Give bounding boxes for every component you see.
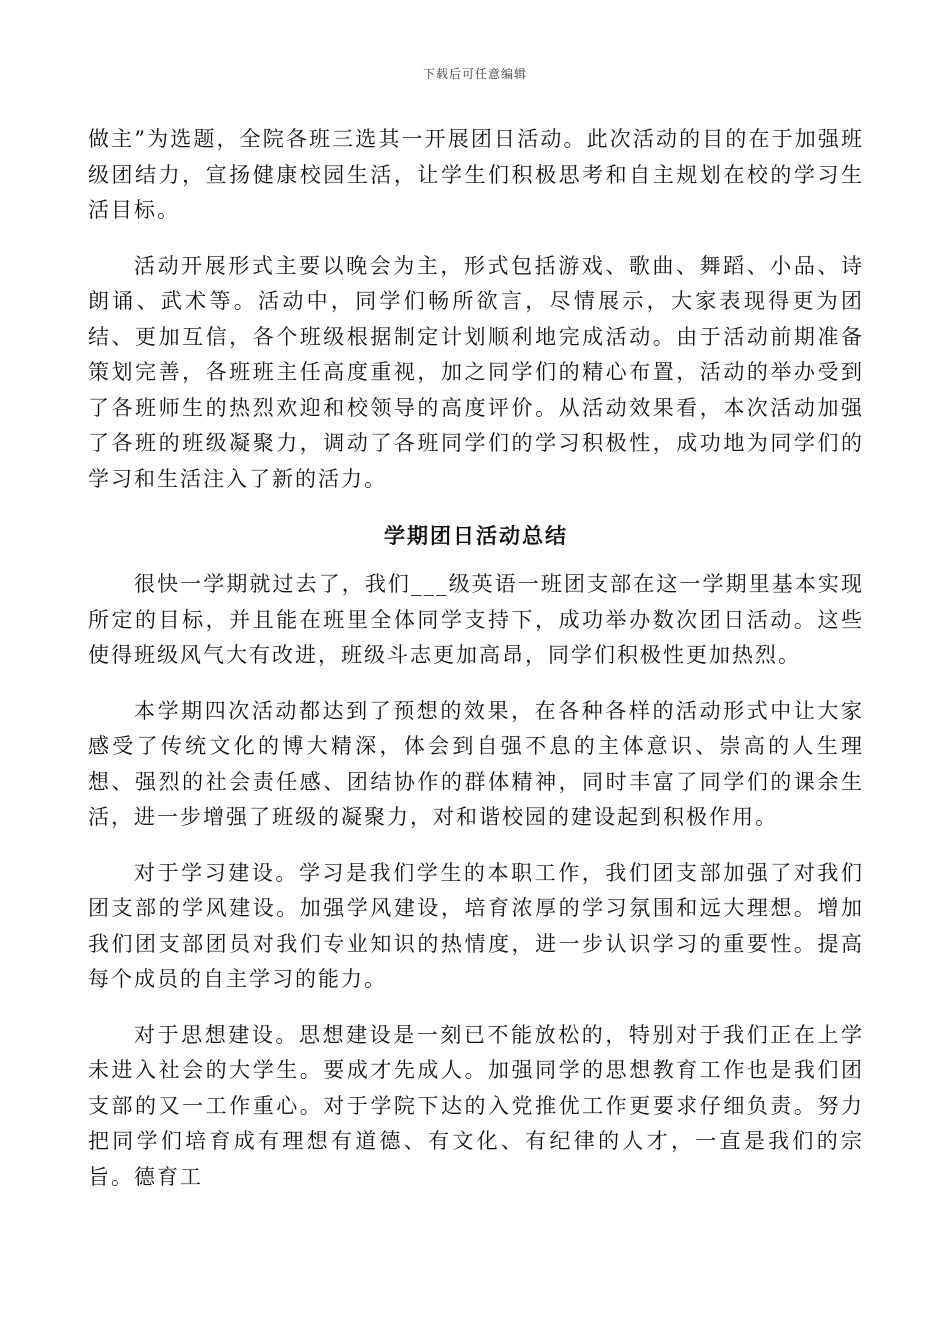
paragraph-gap — [88, 674, 864, 694]
paragraph-activity-format: 活动开展形式主要以晚会为主，形式包括游戏、歌曲、舞蹈、小品、诗朗诵、武术等。活动中，同学们畅所欲言，尽情展示，大家表现得更为团结、更加互信，各个班级根据制定计划顺利地完成活动。由于活动前期准备策划完善，各班班主任高度重视，加之同学们的精心布置，活动的举办受到了各班师生的热烈欢迎和校领导的高度评价。从活动效果看，本次活动加强了各班的班级凝聚力，调动了各班同学们的学习积极性，成功地为同学们的学习和生活注入了新的活力。 — [88, 253, 864, 491]
paragraph-semester-intro: 很快一学期就过去了，我们___级英语一班团支部在这一学期里基本实现所定的目标，并且能在班里全体同学支持下，成功举办数次团日活动。这些使得班级风气大有改进，班级斗志更加高昂，同学们积极性更加热烈。 — [88, 572, 864, 667]
paragraph-gap — [88, 836, 864, 856]
paragraph-study-building: 对于学习建设。学习是我们学生的本职工作，我们团支部加强了对我们团支部的学风建设。加强学风建设，培育浓厚的学习氛围和远大理想。增加我们团支部团员对我们专业知识的热情度，进一步认识学习的重要性。提高每个成员的自主学习的能力。 — [88, 860, 864, 991]
document-body — [88, 122, 864, 1195]
paragraph-continued: 做主”为选题，全院各班三选其一开展团日活动。此次活动的目的在于加强班级团结力，宣扬健康校园生活，让学生们积极思考和自主规划在校的学习生活目标。 — [88, 127, 864, 222]
section-title: 学期团日活动总结 — [384, 524, 568, 548]
paragraph-gap — [88, 229, 864, 249]
paragraph-four-activities: 本学期四次活动都达到了预想的效果，在各种各样的活动形式中让大家感受了传统文化的博大精深，体会到自强不息的主体意识、崇高的人生理想、强烈的社会责任感、团结协作的群体精神，同时丰富了同学们的课余生活，进一步增强了班级的凝聚力，对和谐校园的建设起到积极作用。 — [88, 698, 864, 829]
paragraph-gap — [88, 998, 864, 1018]
paragraph-thought-building: 对于思想建设。思想建设是一刻已不能放松的，特别对于我们正在上学未进入社会的大学生。要成才先成人。加强同学的思想教育工作也是我们团支部的又一工作重心。对于学院下达的入党推优工作更要求仔细负责。努力把同学们培育成有理想有道德、有文化、有纪律的人才，一直是我们的宗旨。德育工 — [88, 1022, 864, 1189]
page-header-note: 下载后可任意编辑 — [422, 67, 527, 81]
